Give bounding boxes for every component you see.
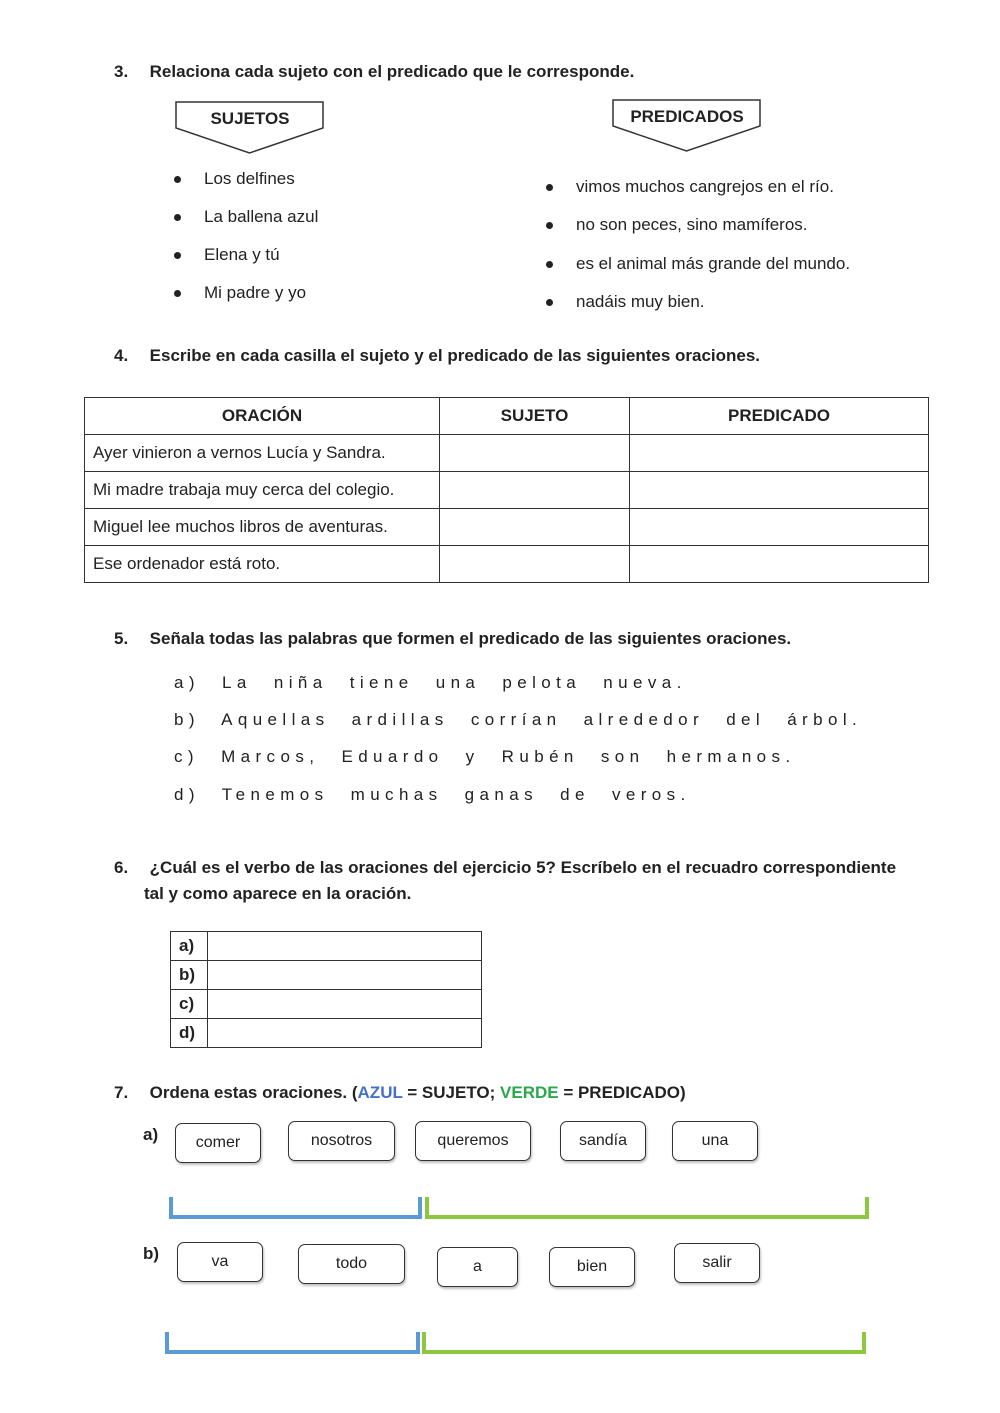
bullet-icon <box>174 214 181 221</box>
predicado-answer-cell[interactable] <box>630 472 929 509</box>
ex7-a-sujeto-bracket <box>168 1195 424 1221</box>
table-row <box>85 472 929 509</box>
ex7-b-sujeto-bracket <box>164 1330 422 1356</box>
ex7-a-predicado-bracket <box>424 1195 871 1221</box>
ex3-title: Relaciona cada sujeto con el predicado que le corresponde. <box>149 62 635 81</box>
ex7-title-prefix: Ordena estas oraciones. ( <box>149 1083 358 1102</box>
ex6-title-line1: ¿Cuál es el verbo de las oraciones del ejercicio 5? Escríbelo en el recuadro correspondiente <box>149 858 897 877</box>
verb-answer-cell[interactable] <box>208 961 482 990</box>
bullet-icon <box>546 261 553 268</box>
table-row <box>85 546 929 583</box>
table-header-row <box>85 398 929 435</box>
table-row <box>171 1019 482 1048</box>
verb-answer-cell[interactable] <box>208 990 482 1019</box>
predicado-answer-cell[interactable] <box>630 546 929 583</box>
verb-row-label: d) <box>171 1019 208 1048</box>
verb-row-label: a) <box>171 932 208 961</box>
ex5-number: 5. <box>114 629 129 648</box>
col-header-predicado: PREDICADO <box>630 398 929 435</box>
sujetos-header: SUJETOS <box>210 109 290 128</box>
word-card[interactable]: sandía <box>560 1121 646 1161</box>
sujeto-answer-cell[interactable] <box>440 546 630 583</box>
verb-answer-cell[interactable] <box>208 932 482 961</box>
word-card[interactable]: queremos <box>415 1121 531 1161</box>
predicado-answer-cell[interactable] <box>630 509 929 546</box>
ex7-verde-word: VERDE <box>500 1083 559 1102</box>
word-card[interactable]: una <box>672 1121 758 1161</box>
ex7-title-suffix: = PREDICADO) <box>558 1083 686 1102</box>
oracion-cell: Miguel lee muchos libros de aventuras. <box>85 509 440 546</box>
ex6-heading <box>114 858 896 878</box>
bullet-icon <box>174 290 181 297</box>
bullet-icon <box>546 299 553 306</box>
table-row <box>171 990 482 1019</box>
ex3-number: 3. <box>114 62 129 81</box>
ex6-number: 6. <box>114 858 129 877</box>
verb-row-label: c) <box>171 990 208 1019</box>
word-card[interactable]: nosotros <box>288 1121 395 1161</box>
word-card[interactable]: va <box>177 1242 263 1282</box>
table-row <box>85 509 929 546</box>
ex7-heading <box>114 1083 686 1103</box>
ex5-sentence-b[interactable]: b) Aquellas ardillas corrían alrededor del árbol. <box>174 710 863 729</box>
ex7-label-b: b) <box>143 1244 160 1263</box>
ex4-heading <box>114 346 760 366</box>
ex7-number: 7. <box>114 1083 129 1102</box>
col-header-sujeto: SUJETO <box>440 398 630 435</box>
ex5-heading <box>114 629 791 649</box>
sujeto-answer-cell[interactable] <box>440 435 630 472</box>
ex7-b-predicado-bracket <box>421 1330 869 1356</box>
ex5-sentence-c[interactable]: c) Marcos, Eduardo y Rubén son hermanos. <box>174 747 796 766</box>
verb-row-label: b) <box>171 961 208 990</box>
ex7-azul-word: AZUL <box>357 1083 403 1102</box>
ex4-number: 4. <box>114 346 129 365</box>
oracion-cell: Mi madre trabaja muy cerca del colegio. <box>85 472 440 509</box>
bullet-icon <box>174 252 181 259</box>
oracion-cell: Ayer vinieron a vernos Lucía y Sandra. <box>85 435 440 472</box>
predicados-header: PREDICADOS <box>630 107 744 126</box>
word-card[interactable]: a <box>437 1247 518 1287</box>
ex3-heading <box>114 62 634 82</box>
table-row <box>85 435 929 472</box>
table-row <box>171 932 482 961</box>
table-row <box>171 961 482 990</box>
ex6-title-line2: tal y como aparece en la oración. <box>144 884 412 903</box>
predicado-answer-cell[interactable] <box>630 435 929 472</box>
bullet-icon <box>546 222 553 229</box>
ex6-table <box>170 931 482 1048</box>
oracion-cell: Ese ordenador está roto. <box>85 546 440 583</box>
sujeto-answer-cell[interactable] <box>440 509 630 546</box>
ex4-title: Escribe en cada casilla el sujeto y el predicado de las siguientes oraciones. <box>149 346 761 365</box>
sujeto-answer-cell[interactable] <box>440 472 630 509</box>
word-card[interactable]: todo <box>298 1244 405 1284</box>
word-card[interactable]: comer <box>175 1123 261 1163</box>
word-card[interactable]: bien <box>549 1247 635 1287</box>
ex5-sentence-d[interactable]: d) Tenemos muchas ganas de veros. <box>174 785 691 804</box>
ex5-sentence-a[interactable]: a) La niña tiene una pelota nueva. <box>174 673 687 692</box>
word-card[interactable]: salir <box>674 1243 760 1283</box>
ex7-title-mid: = SUJETO; <box>402 1083 501 1102</box>
bullet-icon <box>174 176 181 183</box>
ex7-label-a: a) <box>143 1125 159 1144</box>
col-header-oracion: ORACIÓN <box>85 398 440 435</box>
ex5-title: Señala todas las palabras que formen el predicado de las siguientes oraciones. <box>149 629 792 648</box>
bullet-icon <box>546 184 553 191</box>
verb-answer-cell[interactable] <box>208 1019 482 1048</box>
ex4-table <box>84 397 929 583</box>
